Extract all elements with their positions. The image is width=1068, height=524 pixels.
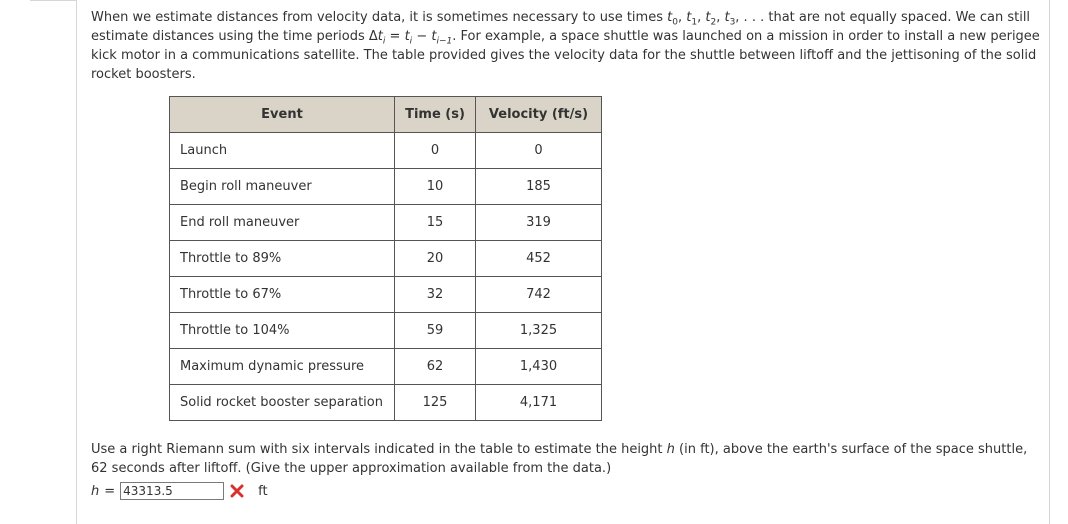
velocity-cell: 1,325 [476, 313, 602, 349]
header-time: Time (s) [395, 97, 476, 133]
time-cell: 20 [395, 241, 476, 277]
var-t: t [431, 29, 437, 44]
table-row [170, 241, 602, 277]
answer-equals: = [104, 483, 116, 499]
event-cell: Maximum dynamic pressure [170, 349, 395, 385]
answer-input[interactable] [120, 482, 224, 500]
equals-sign: = [385, 29, 405, 44]
table-row [170, 205, 602, 241]
table-row [170, 313, 602, 349]
time-cell: 10 [395, 169, 476, 205]
answer-row [91, 482, 268, 500]
table-row [170, 169, 602, 205]
table-row [170, 349, 602, 385]
table-row [170, 277, 602, 313]
event-cell: Throttle to 89% [170, 241, 395, 277]
sub-i: i [382, 36, 386, 47]
var-t: t [686, 10, 692, 25]
intro-text-1: When we estimate distances from velocity data, it is sometimes necessary to use times [91, 10, 668, 25]
event-cell: Solid rocket booster separation [170, 385, 395, 421]
question-text-1: Use a right Riemann sum with six intervals indicated in the table to estimate the height [91, 442, 667, 457]
intro-paragraph: When we estimate distances from velocity data, it is sometimes necessary to use times $t_0$, $t_1$, $t_2$, $t_3$, . . . that are not equally spaced. We can still estimate distances using the time periods $\Delta t_i = t_i - t_{i-1}$. For example, a space shuttle was launched on a mission in order to install a new perigee kick motor in a communications satellite. The table provided gives the velocity data for the shuttle between liftoff and the jettisoning of the solid rocket boosters. [91, 10, 1040, 82]
event-cell: Begin roll maneuver [170, 169, 395, 205]
sub-0: 0 [672, 17, 678, 28]
time-cell: 32 [395, 277, 476, 313]
event-cell: Throttle to 104% [170, 313, 395, 349]
velocity-table [169, 96, 602, 421]
x-mark-icon [230, 484, 244, 498]
event-cell: Launch [170, 133, 395, 169]
table-row [170, 133, 602, 169]
time-cell: 15 [395, 205, 476, 241]
time-cell: 0 [395, 133, 476, 169]
table-row [170, 385, 602, 421]
var-t: t [724, 10, 730, 25]
event-cell: Throttle to 67% [170, 277, 395, 313]
sub-3: 3 [729, 17, 736, 28]
answer-unit: ft [258, 483, 268, 499]
var-t: t [705, 10, 711, 25]
velocity-cell: 185 [476, 169, 602, 205]
time-cell: 125 [395, 385, 476, 421]
time-cell: 59 [395, 313, 476, 349]
sub-i: i [409, 36, 413, 47]
velocity-cell: 319 [476, 205, 602, 241]
table-header-row [170, 97, 602, 133]
intro-text-3: . For example, a space shuttle was launched on a mission in order to install a new perigee kick motor in a communications satellite. The table provided gives the velocity data for the shuttle between liftoff and the jettisoning of the solid rocket boosters. [91, 29, 1040, 82]
velocity-cell: 1,430 [476, 349, 602, 385]
velocity-cell: 0 [476, 133, 602, 169]
sub-2: 2 [710, 17, 717, 28]
var-t: t [377, 29, 383, 44]
question-text-2: (in ft), above the earth's surface of the space shuttle, 62 seconds after liftoff. (Give the upper approximation available from the data.) [91, 442, 1028, 476]
time-cell: 62 [395, 349, 476, 385]
header-velocity: Velocity (ft/s) [476, 97, 602, 133]
answer-variable-label: h [91, 483, 100, 499]
velocity-cell: 742 [476, 277, 602, 313]
intro-text-2: , . . . that are not equally spaced. We can still estimate distances using the time periods Δ [91, 10, 1031, 44]
sub-1: 1 [691, 17, 698, 28]
minus-sign: − [412, 29, 432, 44]
velocity-cell: 452 [476, 241, 602, 277]
var-h: h [666, 442, 675, 457]
velocity-cell: 4,171 [476, 385, 602, 421]
var-t: t [404, 29, 410, 44]
event-cell: End roll maneuver [170, 205, 395, 241]
var-t: t [667, 10, 673, 25]
sub-i-minus-1: i−1 [436, 36, 453, 47]
header-event: Event [170, 97, 395, 133]
question-paragraph [91, 440, 1041, 478]
